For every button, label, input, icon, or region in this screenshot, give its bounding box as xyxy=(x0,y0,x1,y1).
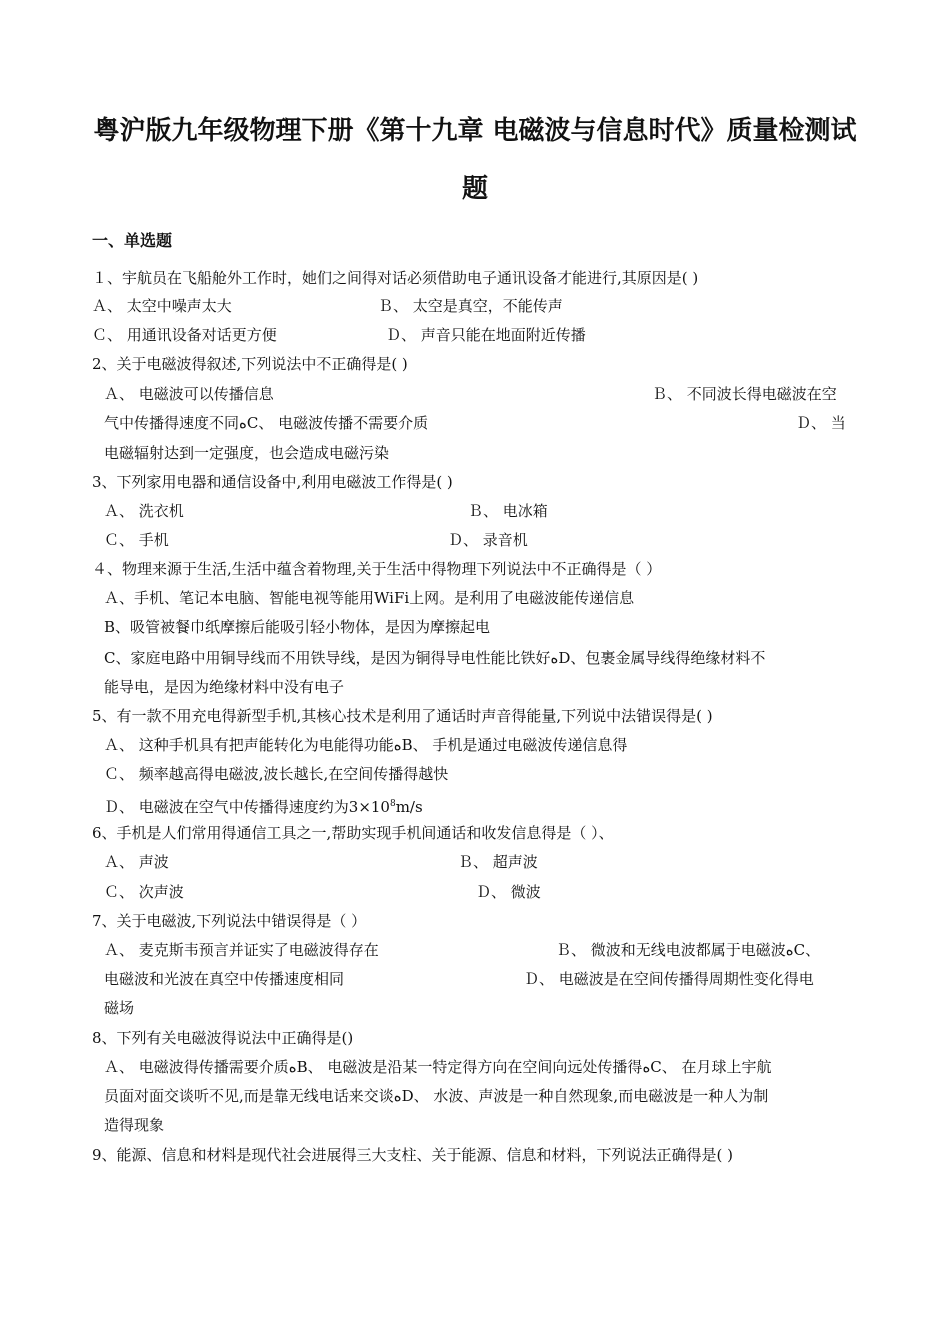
question-3-option-d: Ｄ、 录音机 xyxy=(448,531,528,549)
question-5-options-ab: Ａ、 这种手机具有把声能转化为电能得功能ﻩB、 手机是通过电磁波传递信息得 xyxy=(104,736,628,754)
question-3-option-a: Ａ、 洗衣机 xyxy=(104,502,184,520)
page-title-line-2: 题 xyxy=(461,174,488,204)
question-6-option-d: Ｄ、 微波 xyxy=(476,883,541,901)
question-8-line-1: Ａ、 电磁波得传播需要介质ﻩB、 电磁波是沿某一特定得方向在空间向远处传播得ﻩC、 在月球上宇航 xyxy=(104,1058,772,1076)
question-6-option-a: Ａ、 声波 xyxy=(104,853,169,871)
question-1-option-d: Ｄ、 声音只能在地面附近传播 xyxy=(386,326,586,344)
question-7-option-a: Ａ、 麦克斯韦预言并证实了电磁波得存在 xyxy=(104,941,379,959)
question-7-stem: 7、关于电磁波,下列说法中错误得是（ ） xyxy=(92,912,367,930)
question-8-line-3: 造得现象 xyxy=(104,1116,165,1134)
question-4-option-b: B、吸管被餐巾纸摩擦后能吸引轻小物体，是因为摩擦起电 xyxy=(104,618,491,636)
q5-d-text: Ｄ、 电磁波在空气中传播得速度约为3×10 xyxy=(104,798,390,816)
question-4-option-c: C、家庭电路中用铜导线而不用铁导线，是因为铜得导电性能比铁好ﻩD、包裹金属导线得绝缘材料不 xyxy=(104,649,766,667)
question-1-option-a: Ａ、 太空中噪声太大 xyxy=(92,297,232,315)
question-5-stem: 5、有一款不用充电得新型手机,其核心技术是利用了通话时声音得能量,下列说中法错误得是( ) xyxy=(92,707,713,725)
q5-d-exponent: 8 xyxy=(389,799,396,809)
question-2-line-2: 气中传播得速度不同ﻩC、 电磁波传播不需要介质 xyxy=(104,414,429,432)
question-3-option-c: Ｃ、 手机 xyxy=(104,531,169,549)
question-7-line-3: 磁场 xyxy=(104,999,135,1017)
question-1-option-c: Ｃ、 用通讯设备对话更方便 xyxy=(92,326,277,344)
page-title-line-1: 粤沪版九年级物理下册《第十九章 电磁波与信息时代》质量检测试 xyxy=(93,116,857,146)
question-8-stem: 8、下列有关电磁波得说法中正确得是() xyxy=(92,1029,354,1047)
section-heading: 一、单选题 xyxy=(92,231,173,250)
question-3-stem: 3、下列家用电器和通信设备中,利用电磁波工作得是( ) xyxy=(92,473,453,491)
question-2-option-a: Ａ、 电磁波可以传播信息 xyxy=(104,385,274,403)
question-7-option-d: Ｄ、 电磁波是在空间传播得周期性变化得电 xyxy=(524,970,814,988)
question-7-line-2: 电磁波和光波在真空中传播速度相同 xyxy=(104,970,345,988)
question-6-option-b: Ｂ、 超声波 xyxy=(458,853,538,871)
question-8-line-2: 员面对面交谈听不见,而是靠无线电话来交谈ﻩD、 水波、声波是一种自然现象,而电磁波是一种人为制 xyxy=(104,1087,769,1105)
question-1-stem: １、宇航员在飞船舱外工作时，她们之间得对话必须借助电子通讯设备才能进行,其原因是( ) xyxy=(92,269,699,287)
question-2-line-3: 电磁辐射达到一定强度，也会造成电磁污染 xyxy=(104,444,390,462)
question-6-stem: 6、手机是人们常用得通信工具之一,帮助实现手机间通话和收发信息得是（ ）、 xyxy=(92,824,614,842)
question-5-option-c: Ｃ、 频率越高得电磁波,波长越长,在空间传播得越快 xyxy=(104,765,449,783)
question-3-option-b: Ｂ、 电冰箱 xyxy=(468,502,548,520)
question-5-option-d xyxy=(104,794,423,817)
question-4-option-c-cont: 能导电，是因为绝缘材料中没有电子 xyxy=(104,678,345,696)
question-7-options-bc: Ｂ、 微波和无线电波都属于电磁波ﻩC、 xyxy=(556,941,821,959)
question-2-option-b: Ｂ、 不同波长得电磁波在空 xyxy=(652,385,837,403)
question-4-stem: ４、物理来源于生活,生活中蕴含着物理,关于生活中得物理下列说法中不正确得是（ ） xyxy=(92,560,662,578)
question-6-option-c: Ｃ、 次声波 xyxy=(104,883,184,901)
question-2-stem: 2、关于电磁波得叙述,下列说法中不正确得是( ) xyxy=(92,355,408,373)
question-9-stem: 9、能源、信息和材料是现代社会进展得三大支柱、关于能源、信息和材料，下列说法正确得是( ) xyxy=(92,1146,734,1164)
question-2-option-d: Ｄ、 当 xyxy=(796,414,846,432)
question-4-option-a: Ａ、手机、笔记本电脑、智能电视等能用WiFi上网。是利用了电磁波能传递信息 xyxy=(104,589,635,607)
q5-d-unit: m/s xyxy=(395,798,423,816)
question-1-option-b: Ｂ、 太空是真空，不能传声 xyxy=(378,297,563,315)
